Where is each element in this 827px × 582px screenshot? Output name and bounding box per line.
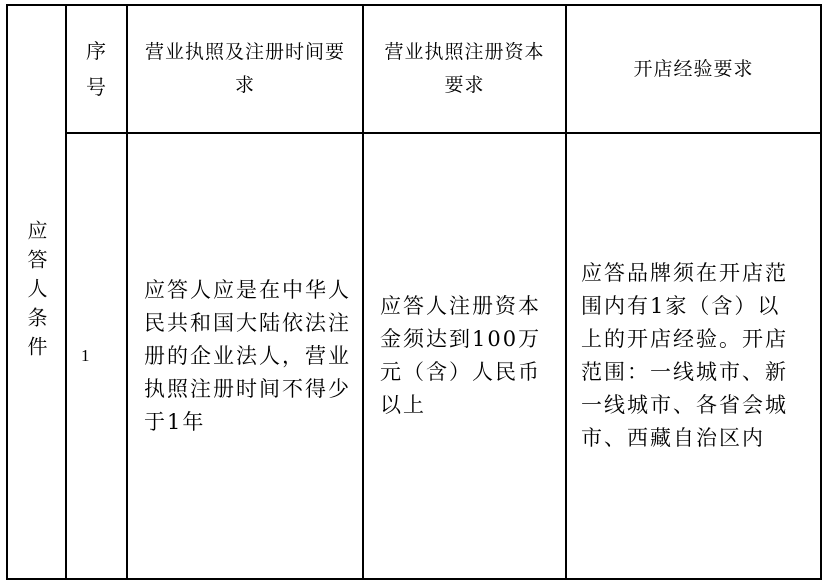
table-border-right — [820, 4, 822, 580]
row-capital: 应答人注册资本金须达到100万元（含）人民币以上 — [380, 294, 542, 417]
section-label-cell — [8, 6, 65, 578]
header-experience-cell — [567, 6, 820, 132]
row-seq: 1 — [81, 346, 90, 365]
row-capital-cell — [364, 134, 565, 578]
row-seq-cell — [67, 134, 126, 578]
header-seq-cell — [67, 6, 126, 132]
row-experience: 应答品牌须在开店范围内有1家（含）以上的开店经验。开店范围：一线城市、新一线城市、各省会城市、西藏自治区内 — [581, 261, 788, 450]
header-capital: 营业执照注册资本要求 — [384, 41, 545, 96]
row-license-time: 应答人应是在中华人民共和国大陆依法注册的企业法人，营业执照注册时间不得少于1年 — [144, 277, 351, 434]
header-license-time: 营业执照及注册时间要求 — [144, 41, 345, 96]
section-label: 应答人条件 — [24, 219, 48, 365]
row-experience-cell — [567, 134, 820, 578]
header-seq: 序号 — [86, 39, 107, 99]
table-border-bottom — [6, 578, 822, 580]
row-license-time-cell — [128, 134, 362, 578]
header-experience: 开店经验要求 — [633, 57, 754, 80]
header-license-time-cell — [128, 6, 362, 132]
header-capital-cell — [364, 6, 565, 132]
